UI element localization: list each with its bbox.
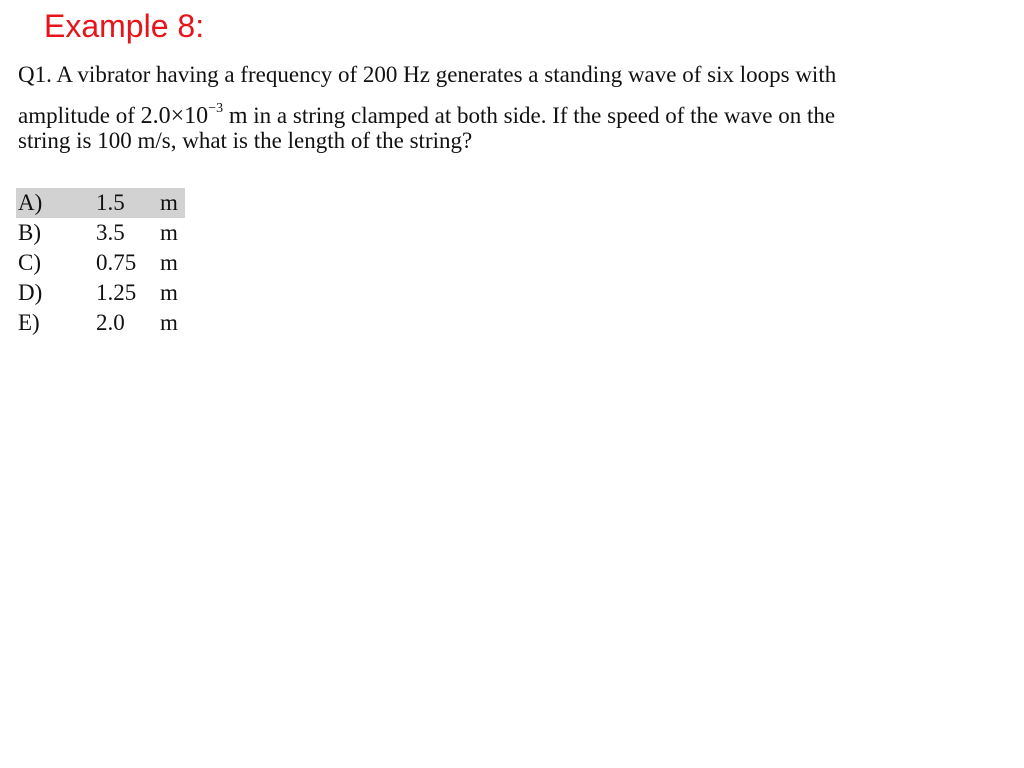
choice-value: 2.0 <box>96 310 125 335</box>
choice-unit: m <box>160 220 178 245</box>
answer-choices <box>16 188 185 338</box>
question-line-2 <box>18 94 988 128</box>
choice-e[interactable] <box>16 308 185 338</box>
choice-letter: D) <box>18 280 43 305</box>
choice-b[interactable] <box>16 218 185 248</box>
amplitude-prefix: amplitude of <box>18 103 141 128</box>
amplitude-suffix: in a string clamped at both side. If the speed of the wave on the <box>247 103 836 128</box>
choice-unit: m <box>160 310 178 335</box>
choice-a[interactable] <box>16 188 185 218</box>
choice-c[interactable] <box>16 248 185 278</box>
choice-letter: A) <box>18 190 43 215</box>
choice-d[interactable] <box>16 278 185 308</box>
choice-value: 3.5 <box>96 220 125 245</box>
question-text <box>18 58 988 158</box>
amplitude-mantissa: 2.0×10 <box>140 103 209 129</box>
amplitude-unit: m <box>228 103 248 129</box>
choice-letter: C) <box>18 250 41 275</box>
choice-value: 1.5 <box>96 190 125 215</box>
question-line-1: Q1. A vibrator having a frequency of 200 Hz generates a standing wave of six loops with <box>18 62 837 87</box>
choice-value: 1.25 <box>96 280 137 305</box>
choice-unit: m <box>160 280 178 305</box>
question-line-3: string is 100 m/s, what is the length of the string? <box>18 128 473 153</box>
slide-title: Example 8: <box>44 8 205 44</box>
choice-letter: E) <box>18 310 40 335</box>
choice-letter: B) <box>18 220 41 245</box>
amplitude-exponent: −3 <box>208 101 224 116</box>
choice-unit: m <box>160 190 178 215</box>
choice-value: 0.75 <box>96 250 137 275</box>
choice-unit: m <box>160 250 178 275</box>
